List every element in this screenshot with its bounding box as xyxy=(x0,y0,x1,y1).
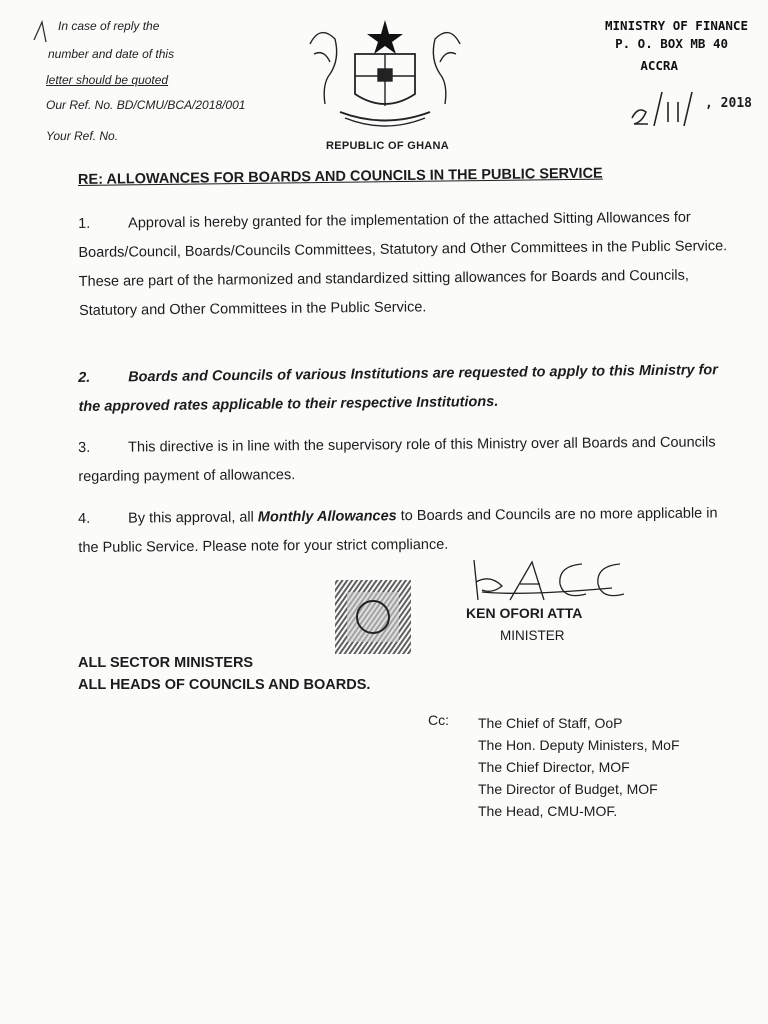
paragraph-4-text-after: to Boards and Councils are no more applicable in the Public Service. Please note for your strict compliance. xyxy=(78,505,718,556)
cc-list xyxy=(478,712,680,822)
po-box: P. O. BOX MB 40 xyxy=(615,36,728,51)
cc-item: The Director of Budget, MOF xyxy=(478,781,658,797)
recipient-line-2: ALL HEADS OF COUNCILS AND BOARDS. xyxy=(78,677,371,693)
handwritten-date xyxy=(628,88,700,130)
our-ref-number: Our Ref. No. BD/CMU/BCA/2018/001 xyxy=(46,98,246,112)
cc-item: The Chief of Staff, OoP xyxy=(478,715,623,731)
ghana-coat-of-arms-icon xyxy=(300,14,470,134)
paragraph-4-bold-phrase: Monthly Allowances xyxy=(257,508,397,526)
paragraph-1 xyxy=(78,203,734,326)
handwritten-tick-mark xyxy=(32,18,56,44)
your-ref-number: Your Ref. No. xyxy=(46,129,119,143)
city: ACCRA xyxy=(640,58,678,73)
paragraph-4 xyxy=(78,499,733,563)
crest-caption: REPUBLIC OF GHANA xyxy=(326,140,450,152)
official-stamp-icon xyxy=(333,578,413,656)
recipients xyxy=(78,652,370,696)
paragraph-4-text-before: By this approval, all xyxy=(128,509,258,527)
paragraph-4-number: 4. xyxy=(78,510,91,527)
cc-item: The Hon. Deputy Ministers, MoF xyxy=(478,737,680,753)
date-year: , 2018 xyxy=(705,96,752,111)
ministry-name: MINISTRY OF FINANCE xyxy=(605,18,748,33)
recipient-line-1: ALL SECTOR MINISTERS xyxy=(78,655,254,671)
ref-instruction-line2: number and date of this xyxy=(48,47,175,61)
cc-item: The Head, CMU-MOF. xyxy=(478,803,618,819)
letter-subject: RE: ALLOWANCES FOR BOARDS AND COUNCILS IN THE PUBLIC SERVICE xyxy=(77,165,603,188)
paragraph-1-number: 1. xyxy=(78,215,91,232)
paragraph-1-text: Approval is hereby granted for the implementation of the attached Sitting Allowances for Boards/Council, Boards/Councils Committees, Statutory and Other Committees in the Public Service. These are part of the harmonized and standardized sitting allowances for Boards and Councils, Statutory and Other Committees in the Public Service. xyxy=(78,209,728,319)
ministry-address xyxy=(548,18,748,88)
cc-item: The Chief Director, MOF xyxy=(478,759,630,775)
paragraph-2-text: Boards and Councils of various Institutions are requested to apply to this Ministry for the approved rates applicable to their respective Institutions. xyxy=(78,362,718,415)
signer-name: KEN OFORI ATTA xyxy=(466,605,583,621)
paragraph-2-number: 2. xyxy=(78,369,91,386)
ref-instruction-line1: In case of reply the xyxy=(58,19,160,33)
signer-title: MINISTER xyxy=(500,628,565,643)
paragraph-3 xyxy=(78,428,733,492)
ref-instruction-line3: letter should be quoted xyxy=(46,73,169,87)
cc-label: Cc: xyxy=(428,712,449,728)
paragraph-3-number: 3. xyxy=(78,439,91,456)
handwritten-signature xyxy=(462,556,632,606)
paragraph-2 xyxy=(78,356,734,422)
paragraph-3-text: This directive is in line with the supervisory role of this Ministry over all Boards and Councils regarding payment of allowances. xyxy=(78,434,716,485)
